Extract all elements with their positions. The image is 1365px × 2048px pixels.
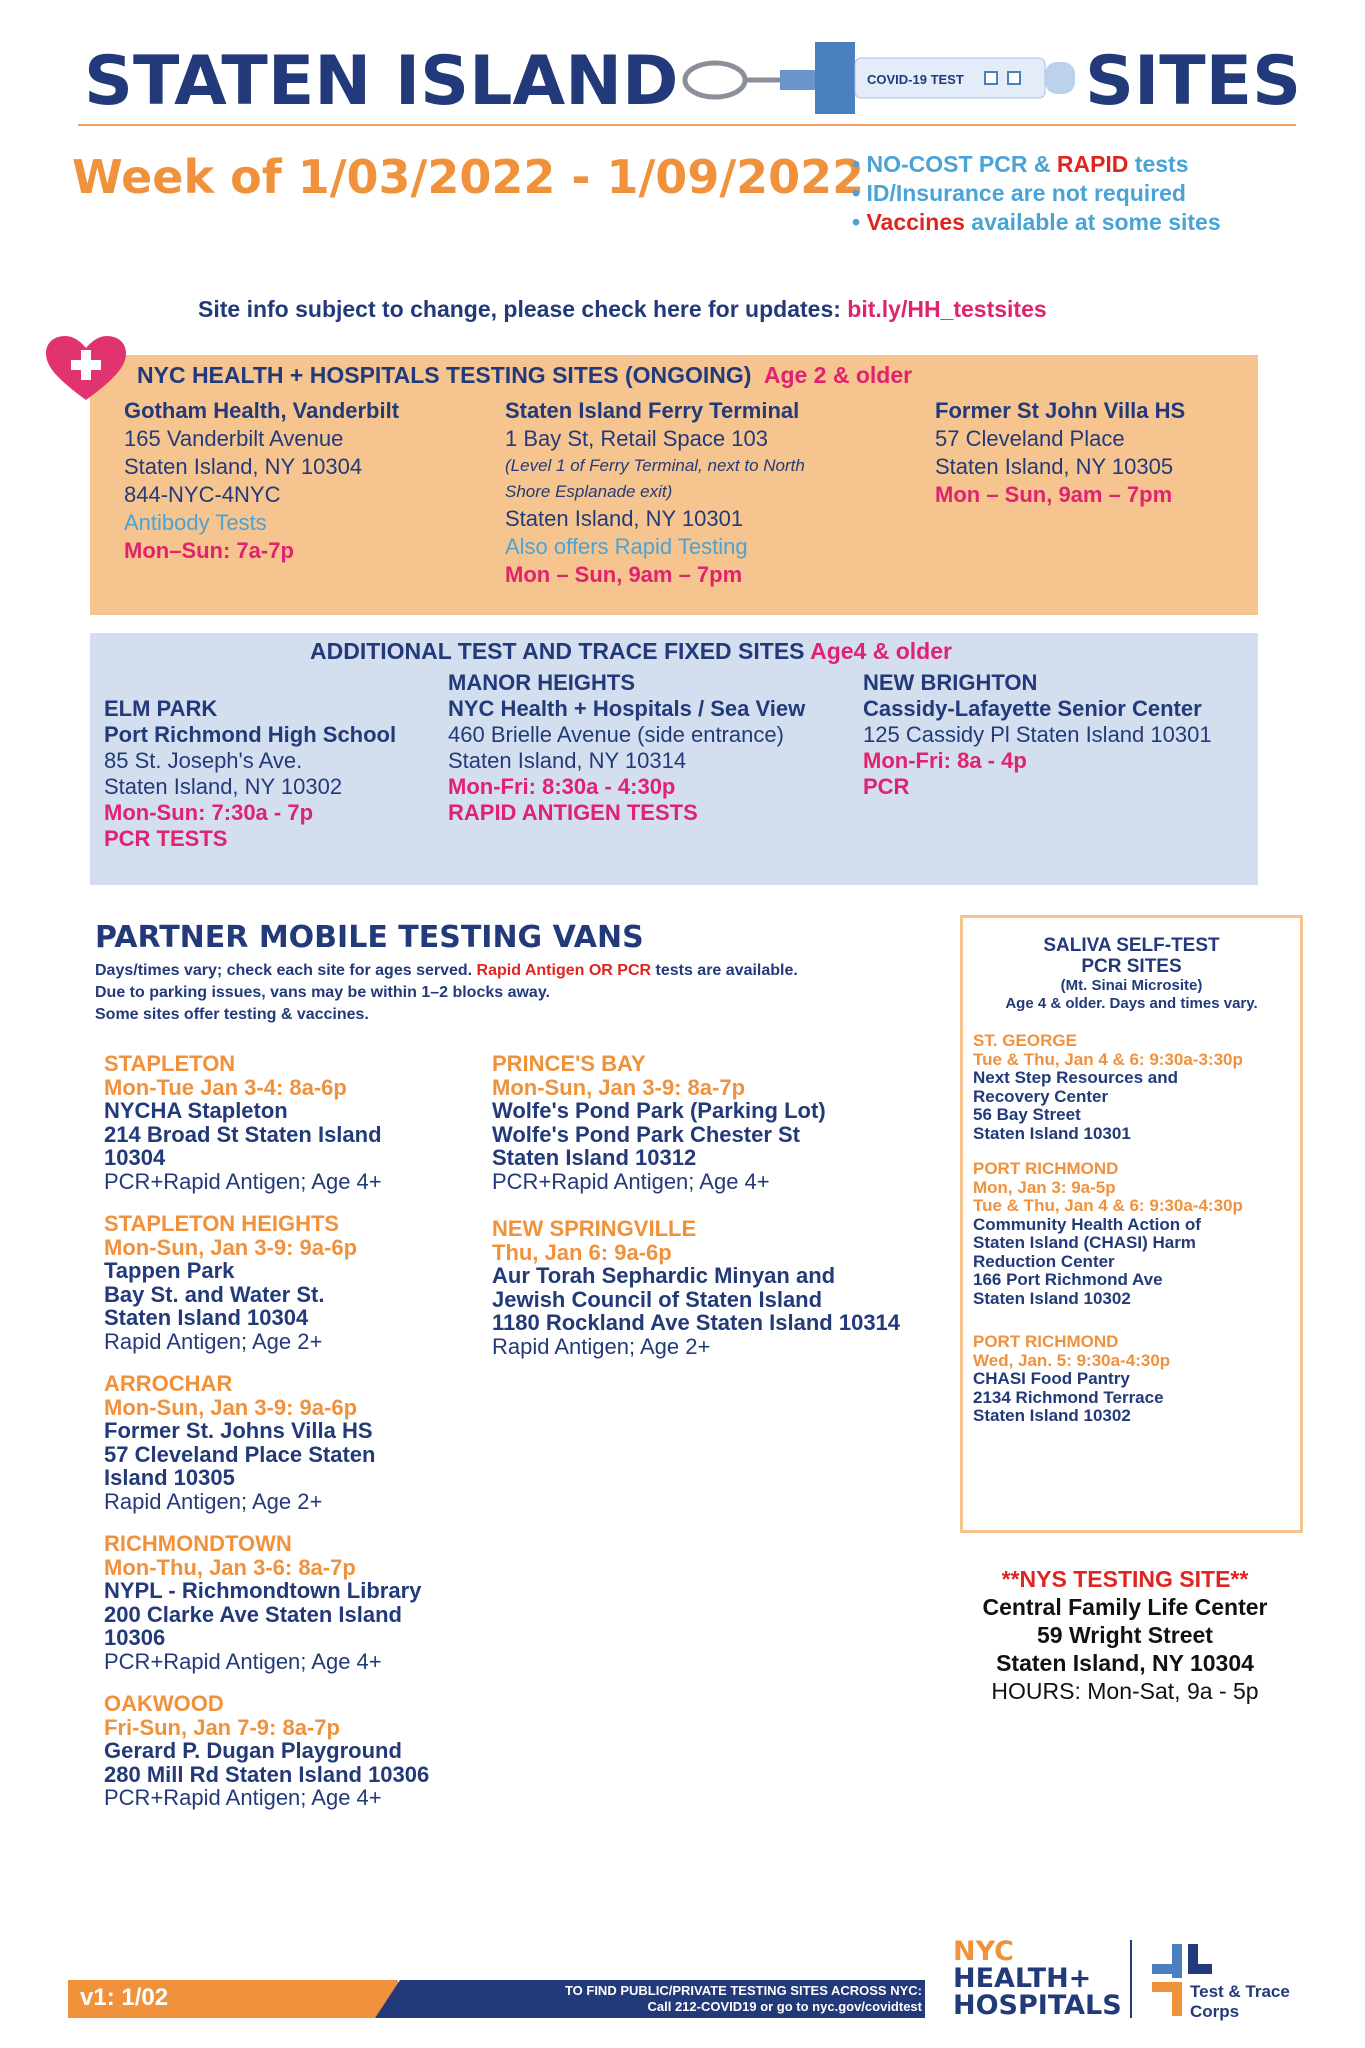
van-arrochar: ARROCHAR Mon-Sun, Jan 3-9: 9a-6p Former St. Johns Villa HS 57 Cleveland Place Staten Island 10305 Rapid Antigen; Age 2+ bbox=[104, 1371, 376, 1514]
nys-testing-site: **NYS TESTING SITE** Central Family Life Center 59 Wright Street Staten Island, NY 10304 HOURS: Mon-Sat, 9a - 5p bbox=[982, 1566, 1268, 1704]
van-stapleton-heights: STAPLETON HEIGHTS Mon-Sun, Jan 3-9: 9a-6p Tappen Park Bay St. and Water St. Staten Island 10304 Rapid Antigen; Age 2+ bbox=[104, 1211, 358, 1354]
update-notice: Site info subject to change, please check here for updates: bit.ly/HH_testsites bbox=[198, 296, 1047, 322]
van-new-springville: NEW SPRINGVILLE Thu, Jan 6: 9a-6p Aur Torah Sephardic Minyan and Jewish Council of Staten Island 1180 Rockland Ave Staten Island 10314 Rapid Antigen; Age 2+ bbox=[492, 1216, 901, 1359]
tt-site-elm-park: ELM PARK Port Richmond High School 85 St. Joseph's Ave. Staten Island, NY 10302 Mon-Sun: 7:30a - 7p PCR TESTS bbox=[104, 696, 397, 851]
feature-bullets bbox=[852, 150, 1221, 237]
logo-divider bbox=[1130, 1940, 1132, 2018]
bullet-item: • Vaccines available at some sites bbox=[852, 208, 1221, 237]
tt-site-manor-heights: MANOR HEIGHTS NYC Health + Hospitals / Sea View 460 Brielle Avenue (side entrance) Staten Island, NY 10314 Mon-Fri: 8:30a - 4:30p RAPID ANTIGEN TESTS bbox=[448, 670, 806, 825]
page-title-left: STATEN ISLAND bbox=[84, 42, 679, 121]
heart-plus-icon bbox=[46, 336, 126, 402]
vans-title: PARTNER MOBILE TESTING VANS bbox=[95, 920, 644, 955]
swab-label: COVID-19 TEST bbox=[867, 72, 964, 87]
saliva-heading: SALIVA SELF-TEST PCR SITES bbox=[1043, 935, 1220, 977]
nyc-health-hospitals-logo: NYC HEALTH+ HOSPITALS bbox=[953, 1936, 1122, 2021]
hh-site-gotham: Gotham Health, Vanderbilt 165 Vanderbilt Avenue Staten Island, NY 10304 844-NYC-4NYC Antibody Tests Mon–Sun: 7a-7p bbox=[124, 398, 400, 563]
hh-site-villa: Former St John Villa HS 57 Cleveland Place Staten Island, NY 10305 Mon – Sun, 9am – 7pm bbox=[935, 398, 1186, 507]
van-stapleton: STAPLETON Mon-Tue Jan 3-4: 8a-6p NYCHA Stapleton 214 Broad St Staten Island 10304 PCR+Rapid Antigen; Age 4+ bbox=[104, 1051, 382, 1194]
van-princes-bay: PRINCE'S BAY Mon-Sun, Jan 3-9: 8a-7p Wolfe's Pond Park (Parking Lot) Wolfe's Pond Park Chester St Staten Island 10312 PCR+Rapid Antigen; Age 4+ bbox=[492, 1051, 826, 1194]
test-swab-icon bbox=[680, 40, 1080, 116]
saliva-site-st-george: ST. GEORGE Tue & Thu, Jan 4 & 6: 9:30a-3:30p Next Step Resources and Recovery Center 56 Bay Street Staten Island 10301 bbox=[973, 1031, 1243, 1143]
tt-site-new-brighton: NEW BRIGHTON Cassidy-Lafayette Senior Center 125 Cassidy Pl Staten Island 10301 Mon-Fri: 8a - 4p PCR bbox=[863, 670, 1212, 799]
vans-note: Days/times vary; check each site for ages served. Rapid Antigen OR PCR tests are available. Due to parking issues, vans may be within 1–2 blocks away. Some sites offer testing & vaccines. bbox=[95, 962, 798, 1023]
bullet-item: • NO-COST PCR & RAPID tests bbox=[852, 150, 1221, 179]
header-divider bbox=[78, 124, 1296, 126]
saliva-site-port-richmond-2: PORT RICHMOND Wed, Jan. 5: 9:30a-4:30p CHASI Food Pantry 2134 Richmond Terrace Staten Island 10302 bbox=[973, 1332, 1171, 1425]
van-richmondtown: RICHMONDTOWN Mon-Thu, Jan 3-6: 8a-7p NYPL - Richmondtown Library 200 Clarke Ave Staten Island 10306 PCR+Rapid Antigen; Age 4+ bbox=[104, 1531, 422, 1674]
van-oakwood: OAKWOOD Fri-Sun, Jan 7-9: 8a-7p Gerard P. Dugan Playground 280 Mill Rd Staten Island 10306 PCR+Rapid Antigen; Age 4+ bbox=[104, 1691, 430, 1810]
tt-sites-heading: ADDITIONAL TEST AND TRACE FIXED SITES Age4 & older bbox=[310, 638, 952, 664]
saliva-site-port-richmond-1: PORT RICHMOND Mon, Jan 3: 9a-5p Tue & Thu, Jan 4 & 6: 9:30a-4:30p Community Health Action of Staten Island (CHASI) Harm Reduction Center 166 Port Richmond Ave Staten Island 10302 bbox=[973, 1159, 1243, 1308]
updates-link[interactable]: bit.ly/HH_testsites bbox=[847, 296, 1047, 322]
footer-note: TO FIND PUBLIC/PRIVATE TESTING SITES ACROSS NYC: Call 212-COVID19 or go to nyc.gov/covidtest bbox=[564, 1983, 922, 2014]
week-range: Week of 1/03/2022 - 1/09/2022 bbox=[72, 150, 865, 204]
version-label: v1: 1/02 bbox=[80, 1984, 169, 2011]
hh-sites-heading: NYC HEALTH + HOSPITALS TESTING SITES (ONGOING) Age 2 & older bbox=[137, 362, 913, 388]
hh-site-ferry: Staten Island Ferry Terminal 1 Bay St, Retail Space 103 (Level 1 of Ferry Terminal, next to North Shore Esplanade exit) Staten Island, NY 10301 Also offers Rapid Testing Mon – Sun, 9am – 7pm bbox=[505, 398, 805, 587]
bullet-item: • ID/Insurance are not required bbox=[852, 179, 1221, 208]
test-trace-corps-logo: Test & Trace Corps bbox=[1190, 1982, 1290, 2021]
page-title-right: SITES bbox=[1085, 42, 1302, 121]
saliva-subheading: (Mt. Sinai Microsite) Age 4 & older. Days and times vary. bbox=[1005, 977, 1258, 1012]
